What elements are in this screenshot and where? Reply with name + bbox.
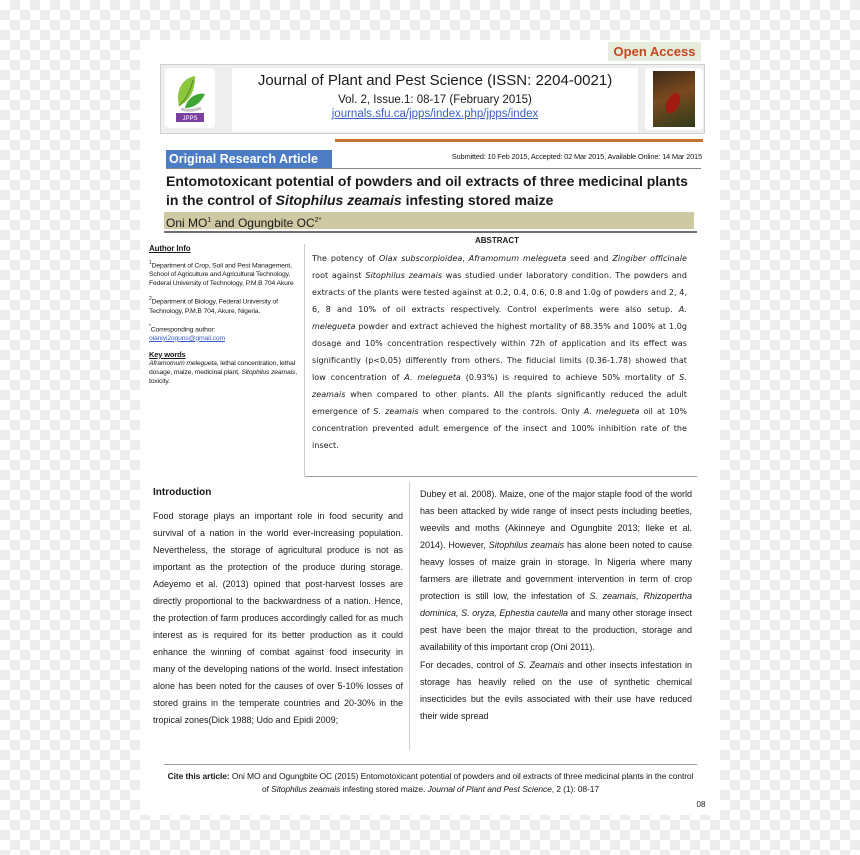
right-paragraph-1: Dubey et al. 2008). Maize, one of the major staple food of the world has been attacked by wide range of insect pests including beetles, weevils and moths (Akinneye and Ogungbite 2013; Ileke et al. 2014). However, Sitophilus zeamais has alone been noted to cause heavy losses of maize grain in storage. In Nigeria where many farmers are illetrate and government intervention in term of crop protection is still low, the infestation of S. zeamais, Rhizopertha dominica, S. oryza, Ephestia cautella and many other storage insect pest have been the major threat to the production, storage and availability of this important crop (Oni 2011). (420, 489, 692, 652)
affiliation-1: $^1$Department of Crop, Soil and Pest Management, School of Agriculture and Agricultural Technology, Federal University of Technology, P.M.B 704 Akure (149, 260, 294, 288)
intro-heading: Introduction (153, 487, 212, 498)
corresponding-author: *Corresponding author: (149, 323, 216, 333)
abstract-rule (305, 476, 697, 477)
right-paragraph-2: For decades, control of S. Zeamais and other insects infestation in storage has heavily relied on the use of synthetic chemical insecticides but the evils associated with their use have reduced their wide spread (420, 660, 692, 721)
journal-url-link[interactable]: journals.sfu.ca/jpps/index.php/jpps/index (331, 108, 539, 120)
citation: Cite this article: Oni MO and Ogungbite OC (2015) Entomotoxicant potential of powders and oil extracts of three medicinal plants in the control of Sitophilus zeamais infesting stored maize. Journal of Plant and Pest Science, 2 (1): 08-17 (167, 771, 694, 794)
citation-rule (164, 764, 697, 765)
journal-logo (165, 68, 215, 128)
right-column (420, 486, 692, 725)
title-rule (166, 168, 701, 169)
leaf-logo-icon (165, 68, 215, 128)
svg-text:JPPS: JPPS (182, 116, 198, 122)
keywords-heading: Key words (149, 349, 186, 359)
open-access-badge: Open Access (608, 42, 701, 61)
authors-rule (164, 231, 697, 233)
author-info-heading: Author Info (149, 244, 191, 253)
journal-title-box (232, 68, 638, 132)
email-link[interactable]: olaniyi2oguns@gmail.com (149, 334, 225, 342)
header-rule (335, 139, 703, 142)
author-info-panel (145, 244, 305, 476)
authors-line: Oni $MO^1$ and Ogungbite $OC^{2*}$ (164, 212, 694, 229)
journal-volume: Vol. 2, Issue.1: 08-17 (February 2015) (338, 94, 532, 106)
intro-paragraph: Food storage plays an important role in food security and survival of a nation in the world ever-increasing population. Nevertheless, the storage of agricultural produce is not as important as the protection of the produce during storage. Adeyemo et al. (2013) opined that post-harvest losses are directly proportional to the backwardness of a nation. Hence, the protection of farm produces accordingly called for as much interest as is required for its better production as it could enhance the winning of combat against food insecurity in many of the developing nations of the world. Insect infestation alone has been noted for the causes of over 5-10% losses of stored grains in the temperate countries and 20-30% in the tropical zones(Dick 1988; Udo and Epidi 2009; (153, 511, 403, 725)
affiliation-2: $^2$Department of Biology, Federal University of Technology, P.M.B 704, Akure, Nigeria. (149, 296, 278, 315)
journal-title: Journal of Plant and Pest Science (ISSN: 2204-0021) (257, 72, 613, 89)
submission-dates: Submitted: 10 Feb 2015, Accepted: 02 Mar 2015, Available Online: 14 Mar 2015 (451, 152, 702, 161)
abstract-text: The potency of Olax subscorpioidea, Aframomum melegueta seed and Zingiber officinale root against Sitophilus zeamais was studied under laboratory condition. The powders and extracts of the plants were tested against at 0.2, 0.4, 0.6, 0.8 and 1.0g of powders and 2, 4, 6, 8 and 10% of oil extracts respectively. Control experiments were also setup. A. melegueta powder and extract achieved the highest mortality of 88.35% and 100% at 1.0g dosage and 10% concentration respectively within 72h of application and its effect was significantly (p<0.05) differently from others. The fiducial limits (0.36-1.78) showed that low concentration of A. melegueta (0.93%) is required to achieve 50% mortality of S. zeamais when compared to other plants. All the plants significantly reduced the adult emergence of S. zeamais when compared to the controls. Only A. melegueta oil at 10% concentration prevented adult emergence of the insect and 100% inhibition rate of the insect. (312, 254, 688, 450)
page-number: 08 (688, 797, 714, 813)
article-type-label: Original Research Article (166, 150, 332, 168)
abstract-heading: ABSTRACT (475, 236, 519, 245)
article-title: Entomotoxicant potential of powders and oil extracts of three medicinal plants in the control of Sitophilus zeamais infesting stored maize (166, 173, 688, 208)
keywords-list: Aframomum melegueta, lethal concentration, lethal dosage, maize, medicinal plant, Sitophilus zeamais, toxicity. (149, 359, 298, 385)
